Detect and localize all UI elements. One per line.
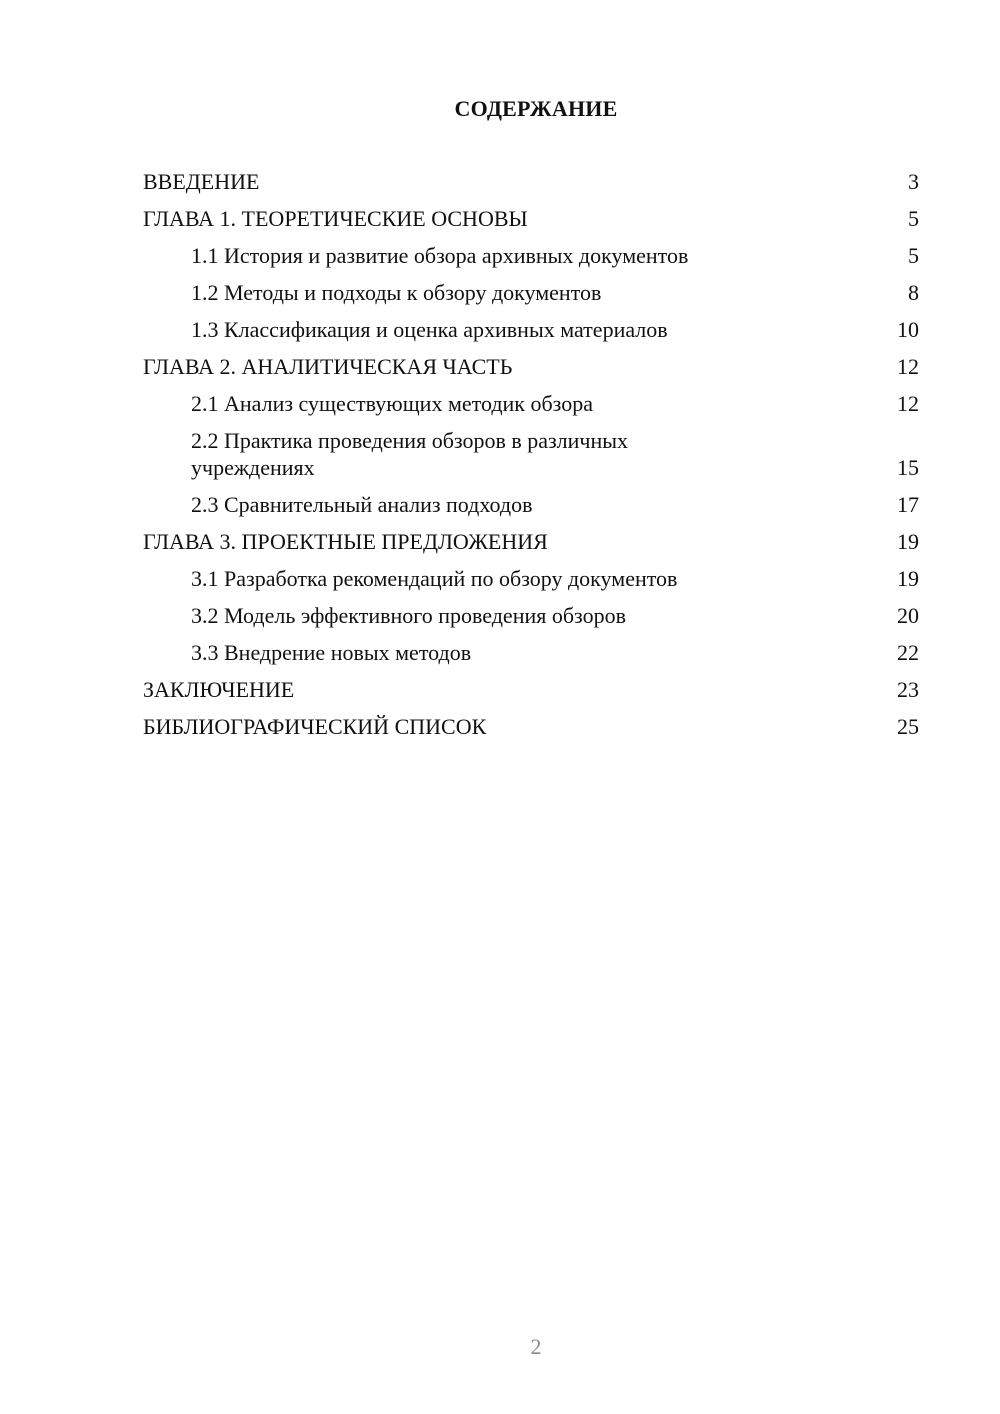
toc-entry-section-3-3 — [143, 639, 919, 666]
toc-entry-section-2-2 — [143, 427, 919, 481]
toc-entry-page: 20 — [897, 603, 919, 628]
toc-entry-label: ВВЕДЕНИЕ — [143, 169, 260, 194]
toc-entry-label: 2.3 Сравнительный анализ подходов — [191, 492, 533, 517]
toc-entry-label: 3.3 Внедрение новых методов — [191, 640, 472, 665]
toc-entry-page: 15 — [897, 455, 919, 480]
toc-entry-label: ГЛАВА 2. АНАЛИТИЧЕСКАЯ ЧАСТЬ — [143, 354, 513, 379]
toc-entry-label: ГЛАВА 3. ПРОЕКТНЫЕ ПРЕДЛОЖЕНИЯ — [143, 529, 548, 554]
toc-entry-page: 5 — [908, 243, 919, 268]
toc-entry-page: 3 — [908, 169, 919, 194]
toc-entry-page: 23 — [897, 677, 919, 702]
page-title: СОДЕРЖАНИЕ — [454, 96, 618, 121]
toc-entry-label: 1.2 Методы и подходы к обзору документов — [191, 280, 602, 305]
toc-entry-section-2-1 — [143, 390, 919, 417]
toc-entry-bibliography — [143, 713, 919, 740]
toc-entry-label: ЗАКЛЮЧЕНИЕ — [143, 677, 295, 702]
toc-entry-page: 12 — [897, 354, 919, 379]
toc-entry-label: БИБЛИОГРАФИЧЕСКИЙ СПИСОК — [143, 714, 487, 739]
toc-entry-page: 10 — [897, 317, 919, 342]
toc-entry-label: 3.2 Модель эффективного проведения обзоров — [191, 603, 627, 628]
toc-entry-section-1-3 — [143, 316, 919, 343]
toc-entry-section-1-1 — [143, 242, 919, 269]
toc-entry-section-1-2 — [143, 279, 919, 306]
toc-entry-page: 22 — [897, 640, 919, 665]
table-of-contents — [143, 168, 919, 750]
toc-entry-introduction — [143, 168, 919, 195]
toc-entry-section-3-2 — [143, 602, 919, 629]
toc-entry-page: 19 — [897, 529, 919, 554]
toc-entry-page: 8 — [908, 280, 919, 305]
toc-entry-label: ГЛАВА 1. ТЕОРЕТИЧЕСКИЕ ОСНОВЫ — [143, 206, 528, 231]
toc-entry-page: 12 — [897, 391, 919, 416]
toc-entry-label: 2.2 Практика проведения обзоров в различных учреждениях — [191, 428, 629, 480]
toc-entry-label: 2.1 Анализ существующих методик обзора — [191, 391, 594, 416]
toc-entry-label: 1.1 История и развитие обзора архивных документов — [191, 243, 689, 268]
toc-entry-section-2-3 — [143, 491, 919, 518]
toc-entry-label: 1.3 Классификация и оценка архивных материалов — [191, 317, 668, 342]
page-number: 2 — [530, 1334, 542, 1359]
toc-entry-page: 5 — [908, 206, 919, 231]
toc-entry-chapter-1 — [143, 205, 919, 232]
toc-entry-section-3-1 — [143, 565, 919, 592]
toc-entry-conclusion — [143, 676, 919, 703]
toc-entry-chapter-3 — [143, 528, 919, 555]
toc-entry-label: 3.1 Разработка рекомендаций по обзору документов — [191, 566, 678, 591]
toc-entry-page: 25 — [897, 714, 919, 739]
toc-entry-page: 19 — [897, 566, 919, 591]
toc-entry-page: 17 — [897, 492, 919, 517]
toc-entry-chapter-2 — [143, 353, 919, 380]
